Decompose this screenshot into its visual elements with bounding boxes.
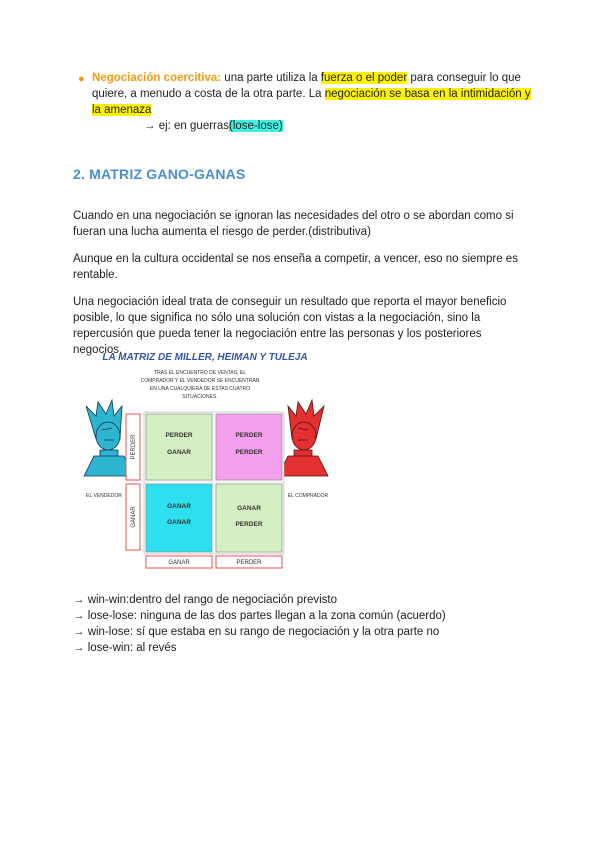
figure-caption-line: SITUACIONES. (182, 394, 218, 400)
bullet-text-b: para conseguir lo que quiere, a menudo a costa de la otra parte. La (92, 72, 521, 100)
matrix-cell-top: GANAR (167, 503, 191, 510)
paragraph-2: Aunque en la cultura occidental se nos enseña a competir, a vencer, eso no siempre es rentable. (73, 253, 518, 281)
figure-caption-line: EN UNA CUALQUIERA DE ESTAS CUATRO (149, 386, 251, 392)
matrix-cell-top: GANAR (237, 505, 261, 512)
row-label-perder: PERDER (131, 434, 137, 460)
col-label-perder: PERDER (236, 560, 262, 566)
matrix-cell (146, 484, 212, 552)
matrix-cell (146, 414, 212, 480)
matrix-cell-bottom: GANAR (167, 449, 191, 456)
matrix-cell-bottom: PERDER (235, 449, 263, 456)
paragraph-3: Una negociación ideal trata de conseguir un resultado que reporta el mayor beneficio posible, lo que significa no sólo una solución con vistas a la negociación, sino la repercusión que pueda tener la negociación entre las personas y los posteriores negocios. (73, 296, 507, 356)
seller-label: EL VENDEDOR (86, 493, 122, 499)
sub-prefix: → ej: en guerras (144, 120, 230, 132)
matrix-cell (216, 484, 282, 552)
matrix-cell-bottom: GANAR (167, 519, 191, 526)
matrix-cell (216, 414, 282, 480)
figure-title: LA MATRIZ DE MILLER, HEIMAN Y TULEJA (102, 352, 308, 363)
matrix-figure (76, 344, 334, 576)
buyer-label: EL COMPRADOR (287, 493, 329, 499)
section-title: 2. MATRIZ GANO-GANAS (73, 166, 246, 182)
highlight-force: fuerza o el poder (320, 72, 408, 84)
matrix-cell-top: PERDER (235, 432, 263, 439)
note-item: → win-lose: sí que estaba en su rango de negociación y la otra parte no (73, 626, 440, 638)
row-label-ganar: GANAR (131, 506, 137, 528)
note-item: → lose-win: al revés (73, 642, 177, 654)
col-label-ganar: GANAR (168, 560, 190, 566)
buyer-figure-icon (278, 400, 328, 476)
note-item: → win-win:dentro del rango de negociación previsto (73, 594, 338, 606)
matrix-cell-top: PERDER (165, 432, 193, 439)
notes-list (73, 592, 533, 656)
paragraph-1: Cuando en una negociación se ignoran las necesidades del otro o se abordan como si fueran una lucha aumenta el riesgo de perder.(distributiva) (73, 210, 514, 238)
matrix-cell-bottom: PERDER (235, 521, 263, 528)
bullet-text-a: una parte utiliza la (221, 72, 321, 84)
figure-caption-line: TRAS EL ENCUENTRO DE VENTAS, EL (154, 370, 246, 376)
bullet-keyword: Negociación coercitiva: (92, 72, 222, 84)
figure-caption-line: COMPRADOR Y EL VENDEDOR SE ENCUENTRAN (140, 378, 260, 384)
bullet-item (78, 70, 532, 134)
note-item: → lose-lose: ninguna de las dos partes llegan a la zona común (acuerdo) (73, 610, 446, 622)
bullet-dot-icon: ● (78, 73, 85, 85)
bullet-sub-example (92, 118, 532, 134)
highlight-lose-lose: (lose-lose) (229, 120, 283, 132)
highlight-intimidation: negociación se basa en la intimidación y la amenaza (92, 88, 531, 116)
